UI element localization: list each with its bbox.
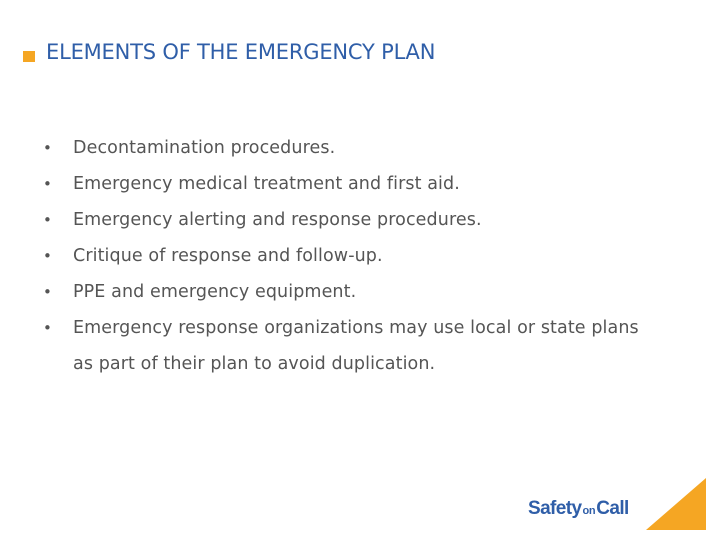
bullet-list [40, 130, 660, 382]
bullet-dot-icon: • [43, 211, 52, 229]
bullet-text: Critique of response and follow-up. [73, 246, 383, 266]
bullet-item [40, 202, 660, 238]
bullet-item [40, 130, 660, 166]
title-marker-square [23, 51, 35, 62]
bullet-dot-icon: • [43, 247, 52, 265]
bullet-text: Emergency response organizations may use local or state plans as part of their plan to avoid duplication. [73, 318, 639, 374]
slide-title: ELEMENTS OF THE EMERGENCY PLAN [46, 40, 436, 64]
bullet-item [40, 310, 660, 382]
bullet-dot-icon: • [43, 175, 52, 193]
bullet-dot-icon: • [43, 139, 52, 157]
bullet-text: Decontamination procedures. [73, 138, 336, 158]
logo-word-safety: Safety [528, 498, 582, 519]
bullet-text: Emergency alerting and response procedures. [73, 210, 482, 230]
corner-triangle-decoration [646, 478, 706, 530]
bullet-dot-icon: • [43, 283, 52, 301]
logo-word-on: on [582, 505, 596, 517]
bullet-item [40, 238, 660, 274]
logo-word-call: Call [596, 498, 629, 519]
bullet-item [40, 166, 660, 202]
bullet-dot-icon: • [43, 319, 52, 337]
safety-on-call-logo [528, 498, 629, 520]
bullet-text: PPE and emergency equipment. [73, 282, 357, 302]
bullet-item [40, 274, 660, 310]
bullet-text: Emergency medical treatment and first aid. [73, 174, 460, 194]
